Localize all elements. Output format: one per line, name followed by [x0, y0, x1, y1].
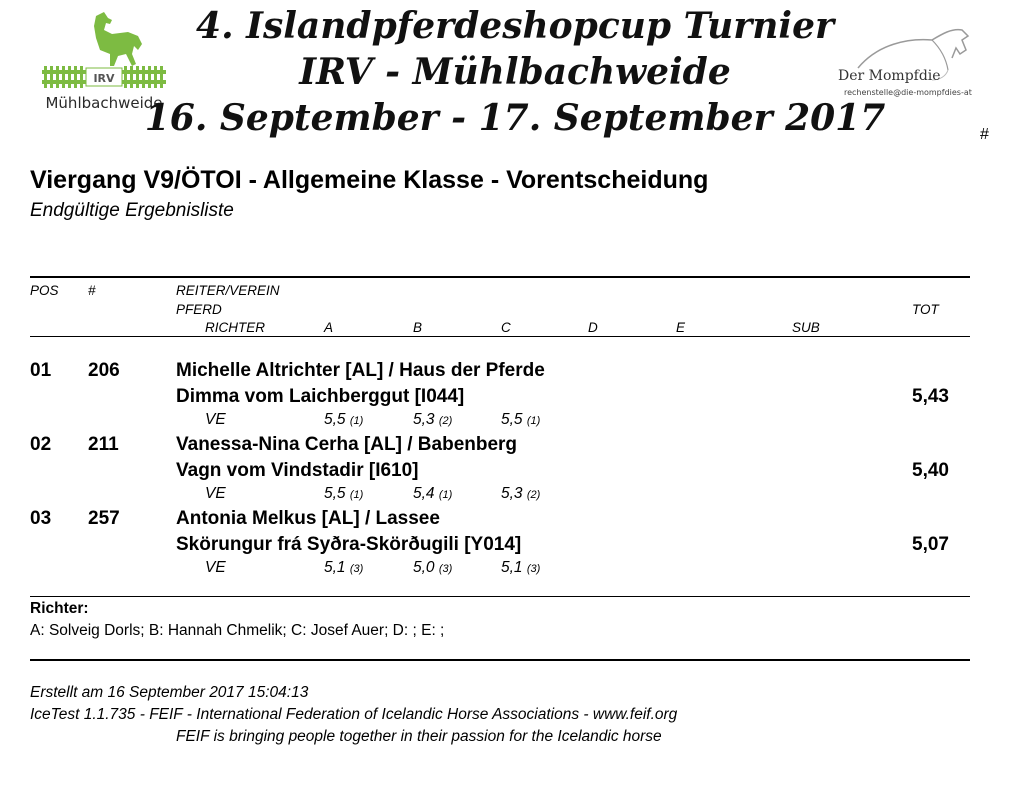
created-timestamp: Erstellt am 16 September 2017 15:04:13: [30, 684, 309, 701]
score-a: [324, 485, 363, 503]
score-value: 5,4: [413, 485, 435, 502]
result-total: 5,40: [912, 460, 949, 481]
result-judge: VE: [205, 559, 226, 576]
score-b: [413, 559, 452, 577]
col-sub: SUB: [792, 320, 820, 335]
table-top-rule: [30, 276, 970, 278]
logo-right-email: rechenstelle@die-mompfdies-at: [844, 88, 972, 97]
score-rank: (1): [349, 489, 364, 501]
score-b: [413, 485, 452, 503]
score-value: 5,1: [324, 559, 346, 576]
score-value: 5,0: [413, 559, 435, 576]
event-venue: IRV - Mühlbachweide: [299, 51, 731, 93]
col-horse: PFERD: [176, 302, 222, 317]
col-rider: REITER/VEREIN: [176, 283, 280, 298]
result-total: 5,07: [912, 534, 949, 555]
footer-rule: [30, 659, 970, 661]
software-credit: IceTest 1.1.735 - FEIF - International Federation of Icelandic Horse Associations - www.feif.org: [30, 706, 678, 723]
result-pos: 01: [30, 360, 52, 381]
score-value: 5,5: [324, 411, 346, 428]
score-value: 5,3: [413, 411, 435, 428]
result-num: 206: [88, 360, 120, 381]
col-b: B: [413, 320, 423, 335]
score-rank: (3): [438, 563, 453, 575]
score-rank: (1): [526, 415, 541, 427]
result-rider: Antonia Melkus [AL] / Lassee: [176, 508, 440, 529]
col-d: D: [588, 320, 598, 335]
score-rank: (3): [526, 563, 541, 575]
result-judge: VE: [205, 411, 226, 428]
result-pos: 03: [30, 508, 52, 529]
result-pos: 02: [30, 434, 52, 455]
table-header-rule: [30, 336, 970, 337]
result-num: 257: [88, 508, 120, 529]
logo-badge: IRV: [93, 72, 115, 85]
list-subtitle: Endgültige Ergebnisliste: [30, 200, 234, 221]
col-num: #: [88, 283, 96, 298]
col-tot: TOT: [912, 302, 939, 317]
feif-tagline: FEIF is bringing people together in their passion for the Icelandic horse: [176, 728, 662, 745]
score-rank: (2): [438, 415, 453, 427]
score-value: 5,5: [501, 411, 523, 428]
score-b: [413, 411, 452, 429]
logo-left-text: Mühlbachweide: [45, 94, 163, 112]
result-num: 211: [88, 434, 119, 455]
event-title: 4. Islandpferdeshopcup Turnier: [196, 5, 834, 47]
score-c: [501, 411, 540, 429]
score-rank: (1): [349, 415, 364, 427]
score-a: [324, 411, 363, 429]
col-e: E: [676, 320, 686, 335]
result-judge: VE: [205, 485, 226, 502]
result-total: 5,43: [912, 386, 949, 407]
col-a: A: [324, 320, 334, 335]
col-pos: POS: [30, 283, 59, 298]
result-rider: Vanessa-Nina Cerha [AL] / Babenberg: [176, 434, 518, 455]
score-rank: (2): [526, 489, 541, 501]
result-horse: Skörungur frá Syðra-Skörðugili [Y014]: [176, 534, 522, 555]
col-c: C: [501, 320, 511, 335]
score-rank: (3): [349, 563, 364, 575]
score-c: [501, 485, 540, 503]
class-title: Viergang V9/ÖTOI - Allgemeine Klasse - Vorentscheidung: [30, 166, 709, 194]
logo-right-name: Der Mompfdie: [838, 68, 941, 84]
result-rider: Michelle Altrichter [AL] / Haus der Pferde: [176, 360, 545, 381]
event-dates: 16. September - 17. September 2017: [144, 97, 886, 139]
result-horse: Vagn vom Vindstadir [I610]: [176, 460, 419, 481]
score-c: [501, 559, 540, 577]
score-value: 5,3: [501, 485, 523, 502]
page-marker: #: [980, 126, 989, 143]
judges-rule: [30, 596, 970, 597]
score-a: [324, 559, 363, 577]
score-value: 5,1: [501, 559, 523, 576]
score-rank: (1): [438, 489, 453, 501]
score-value: 5,5: [324, 485, 346, 502]
judges-list: A: Solveig Dorls; B: Hannah Chmelik; C: Josef Auer; D: ; E: ;: [30, 622, 445, 639]
result-horse: Dimma vom Laichberggut [I044]: [176, 386, 465, 407]
judges-heading: Richter:: [30, 600, 89, 617]
col-judge: RICHTER: [205, 320, 265, 335]
